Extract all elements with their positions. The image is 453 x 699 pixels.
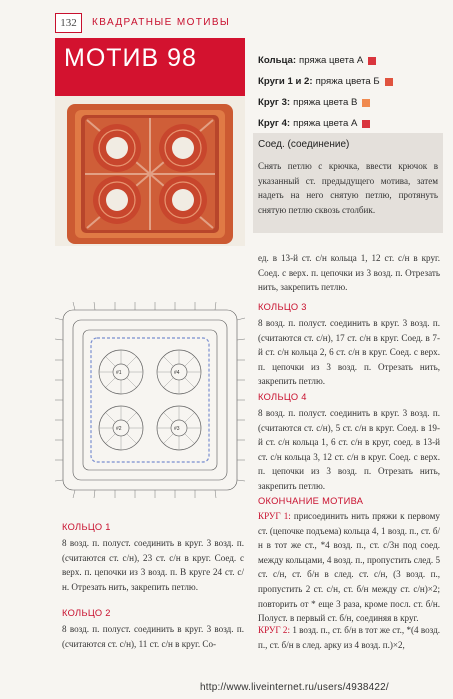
color-swatch xyxy=(368,57,376,65)
ring3-text: 8 возд. п. полуст. соединить в круг. 3 возд. п. (считаются ст. с/н), 17 ст. с/н в круг. Соед. в 7-й ст. с/н кольца 2, 6 ст. с/н в круг. Соед. с верх. п. цепочки из 3 возд. п. Отрезать нить, закрепить петлю. xyxy=(258,318,440,387)
round1-label: КРУГ 1: xyxy=(258,511,291,521)
ring4-text: 8 возд. п. полуст. соединить в круг. 3 возд. п. (считаются ст. с/н), 5 ст. с/н в круг. Соед. в 19-й ст. с/н кольца 1, 6 ст. с/н в круг, соед. в 13-й ст. с/н кольца 3, 12 ст. с/н в круг. Соед. с верх. п. цепочки из 3 возд. п. Отрезать нить, закрепить петлю. xyxy=(258,408,440,491)
legend-row-round-3 xyxy=(258,92,393,113)
motif-photo xyxy=(55,96,245,246)
ring2-text: 8 возд. п. полуст. соединить в круг. 3 возд. п. (считаются ст. с/н), 11 ст. с/н в круг. Со- xyxy=(62,624,244,649)
legend-text: пряжа цвета Б xyxy=(315,76,380,87)
motif-title: МОТИВ 98 xyxy=(64,44,197,72)
join-heading: Соед. (соединение) xyxy=(258,139,350,150)
legend-text: пряжа цвета А xyxy=(293,118,358,129)
legend-row-rings xyxy=(258,50,393,71)
color-swatch xyxy=(385,78,393,86)
legend-label: Круг 3: xyxy=(258,97,291,108)
color-swatch xyxy=(362,120,370,128)
ring2-heading: КОЛЬЦО 2 xyxy=(62,608,111,618)
round2-text: 1 возд. п., ст. б/н в тот же ст., *(4 возд. п., ст. б/н в след. арку из 4 возд. п.)×2, xyxy=(258,625,440,650)
chart-label-ring-3: #3 xyxy=(174,426,180,432)
chart-label-ring-4: #4 xyxy=(174,370,180,376)
legend-row-rounds-1-2 xyxy=(258,71,393,92)
color-swatch xyxy=(362,99,370,107)
legend-label: Круг 4: xyxy=(258,118,291,129)
ring3-heading: КОЛЬЦО 3 xyxy=(258,302,307,312)
page-number: 132 xyxy=(55,13,82,33)
legend-row-round-4 xyxy=(258,113,393,134)
legend-label: Кольца: xyxy=(258,55,297,66)
ring4-heading: КОЛЬЦО 4 xyxy=(258,392,307,402)
round1-text: присоединить нить пряжи к первому ст. (цепочке подъема) кольца 4, 1 возд. п., ст. б/н в тот же ст., *4 возд. п., ст. с/3н под соед. между кольцами, 4 возд. п., пропустить след. 5 ст. с/н, ст. б/н в след. ст. с/н, (3 возд. п., пропустить 2 ст. с/н, ст. б/н между ст. с/н)×2; повторить от * еще 3 раза, кроме посл. ст. б/н. Полуст. в первый ст. б/н, соединяя в круг. xyxy=(258,511,440,624)
chart-label-ring-2: #2 xyxy=(116,426,122,432)
section-title: КВАДРАТНЫЕ МОТИВЫ xyxy=(92,17,231,28)
legend-text: пряжа цвета А xyxy=(299,55,364,66)
ring1-text: 8 возд. п. полуст. соединить в круг. 3 возд. п. (считаются ст. с/н), 23 ст. с/н в круг. Соед. с верх. п. цепочки из 3 возд. п. В круге 24 ст. с/н. Отрезать нить, закрепить петлю. xyxy=(62,538,244,592)
crochet-chart xyxy=(55,300,245,500)
source-url: http://www.liveinternet.ru/users/4938422/ xyxy=(200,682,389,693)
ring2-continuation: ед. в 13-й ст. с/н кольца 1, 12 ст. с/н в круг. Соед. с верх. п. цепочки из 3 возд. п. Отрезать нить, закрепить петлю. xyxy=(258,253,440,293)
legend-text: пряжа цвета В xyxy=(293,97,358,108)
ring1-heading: КОЛЬЦО 1 xyxy=(62,522,111,532)
round2-label: КРУГ 2: xyxy=(258,625,290,635)
chart-label-ring-1: #1 xyxy=(116,370,122,376)
finish-round-2 xyxy=(258,623,440,652)
yarn-legend xyxy=(258,50,393,134)
finish-heading: ОКОНЧАНИЕ МОТИВА xyxy=(258,496,364,506)
finish-round-1 xyxy=(258,509,440,626)
join-text: Снять петлю с крючка, ввести крючок в указанный ст. предыдущего мотива, затем надеть на него снятую петлю, протянуть снятую петлю сквозь столбик. xyxy=(258,161,438,215)
legend-label: Круги 1 и 2: xyxy=(258,76,313,87)
